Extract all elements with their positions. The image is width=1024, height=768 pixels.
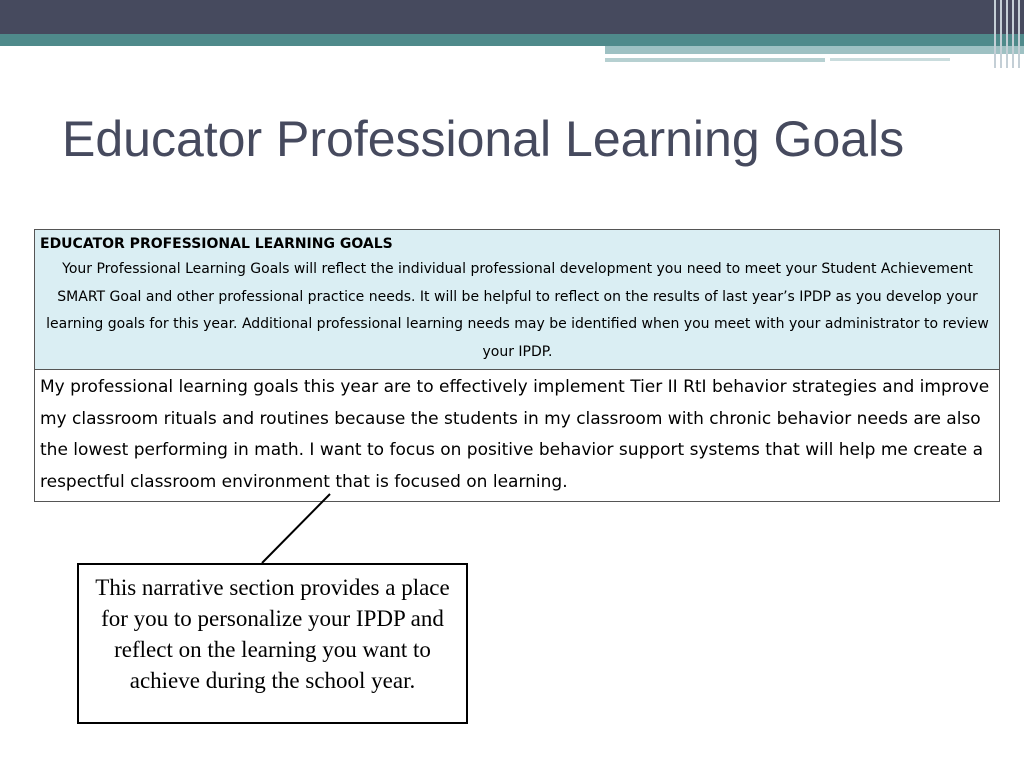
goals-table [34,229,1000,502]
callout-box: This narrative section provides a place for you to personalize your IPDP and reflect on the learning you want to achieve during the school year. [77,563,468,724]
table-header-row [35,230,1000,370]
table-body-row [35,370,1000,502]
header-band-light [605,46,1024,54]
table-header-cell [35,230,1000,370]
header-band-dark [0,0,1024,34]
header-band-light-thin [605,58,825,62]
header-stripes [990,0,1024,68]
table-header-description: Your Professional Learning Goals will reflect the individual professional development you need to meet your Student Achievement SMART Goal and other professional practice needs. It will be helpful to reflect on the results of last year’s IPDP as you develop your learning goals for this year. Additional professional learning needs may be identified when you meet with your administrator to review your IPDP. [46,261,989,360]
table-body-cell: My professional learning goals this year are to effectively implement Tier II RtI behavior strategies and improve my classroom rituals and routines because the students in my classroom with chronic behavior needs are also the lowest performing in math. I want to focus on positive behavior support systems that will help me create a respectful classroom environment that is focused on learning. [35,370,1000,502]
header-band-teal [0,34,1024,46]
slide-title: Educator Professional Learning Goals [62,111,905,167]
table-header-title: EDUCATOR PROFESSIONAL LEARNING GOALS [40,236,393,252]
header-band-light-short [830,58,950,61]
